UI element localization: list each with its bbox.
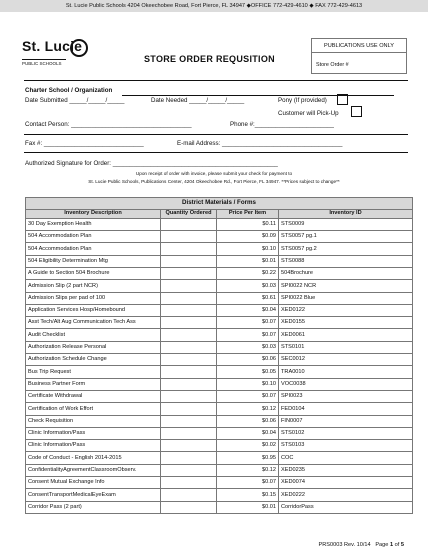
item-description: 504 Eligibility Determination Mtg: [26, 255, 161, 267]
header-divider: [24, 80, 408, 81]
quantity-input[interactable]: [161, 218, 217, 230]
inventory-id: STS0057 pg.2: [279, 243, 413, 255]
phone-field[interactable]: Phone #:_______________________: [230, 121, 334, 128]
item-description: Clinic Information/Pass: [26, 427, 161, 439]
quantity-input[interactable]: [161, 501, 217, 513]
date-submitted-field[interactable]: Date Submitted _____/_____/_____: [25, 97, 125, 104]
table-row: [26, 255, 413, 267]
item-price: $0.15: [217, 489, 279, 501]
item-description: Authorization Schedule Change: [26, 354, 161, 366]
item-price: $0.07: [217, 477, 279, 489]
page-current: 1: [389, 542, 394, 548]
quantity-input[interactable]: [161, 243, 217, 255]
table-row: [26, 464, 413, 476]
item-description: 30 Day Exemption Health: [26, 218, 161, 230]
logo-subtitle: PUBLIC SCHOOLS: [22, 59, 66, 66]
table-body: [26, 218, 413, 513]
publications-use-box: [311, 38, 407, 74]
table-row: [26, 243, 413, 255]
pony-label: Pony (If provided): [278, 97, 327, 104]
column-header: Quantity Ordered: [161, 209, 217, 218]
contact-divider: [24, 134, 408, 135]
table-row: [26, 280, 413, 292]
table-row: [26, 304, 413, 316]
item-price: $0.22: [217, 267, 279, 279]
item-description: Admission Slips per pad of 100: [26, 292, 161, 304]
table-row: [26, 341, 413, 353]
quantity-input[interactable]: [161, 477, 217, 489]
column-header: Price Per Item: [217, 209, 279, 218]
inventory-id: COC: [279, 452, 413, 464]
inventory-id: XED0074: [279, 477, 413, 489]
inventory-id: STS0103: [279, 440, 413, 452]
fax-divider: [24, 152, 408, 153]
inventory-id: FED0104: [279, 403, 413, 415]
table-row: [26, 366, 413, 378]
page-title: STORE ORDER REQUSITION: [144, 54, 275, 64]
store-order-label: Store Order #: [316, 62, 349, 68]
pickup-label: Customer will Pick-Up: [278, 110, 339, 117]
pickup-checkbox[interactable]: [351, 106, 362, 117]
inventory-id: CorridorPass: [279, 501, 413, 513]
table-row: [26, 501, 413, 513]
item-description: ConfidentialityAgreementClassroomObserv.: [26, 464, 161, 476]
table-row: [26, 415, 413, 427]
inventory-id: TRA0010: [279, 366, 413, 378]
table-row: [26, 218, 413, 230]
date-needed-field[interactable]: Date Needed _____/_____/_____: [151, 97, 245, 104]
item-price: $0.12: [217, 403, 279, 415]
inventory-id: SPI0022 NCR: [279, 280, 413, 292]
item-description: Code of Conduct - English 2014-2015: [26, 452, 161, 464]
logo-circle-icon: [70, 39, 88, 57]
table-row: [26, 452, 413, 464]
table-row: [26, 477, 413, 489]
item-description: Check Requisition: [26, 415, 161, 427]
pony-checkbox[interactable]: [337, 94, 348, 105]
item-price: $0.10: [217, 243, 279, 255]
quantity-input[interactable]: [161, 403, 217, 415]
item-description: Clinic Information/Pass: [26, 440, 161, 452]
item-price: $0.11: [217, 218, 279, 230]
quantity-input[interactable]: [161, 354, 217, 366]
inventory-id: STS0102: [279, 427, 413, 439]
quantity-input[interactable]: [161, 390, 217, 402]
quantity-input[interactable]: [161, 452, 217, 464]
page-total: 5: [400, 542, 404, 548]
item-price: $0.03: [217, 280, 279, 292]
inventory-id: SPI0023: [279, 390, 413, 402]
item-price: $0.04: [217, 304, 279, 316]
quantity-input[interactable]: [161, 329, 217, 341]
item-price: $0.01: [217, 255, 279, 267]
district-logo: [22, 38, 92, 70]
item-description: Consent Mutual Exchange Info: [26, 477, 161, 489]
inventory-id: STS0088: [279, 255, 413, 267]
quantity-input[interactable]: [161, 489, 217, 501]
page-label: Page: [375, 542, 389, 548]
quantity-input[interactable]: [161, 255, 217, 267]
inventory-id: XED0235: [279, 464, 413, 476]
quantity-input[interactable]: [161, 292, 217, 304]
item-price: $0.07: [217, 390, 279, 402]
item-description: ConsentTransportMedicalEyeExam: [26, 489, 161, 501]
table-row: [26, 390, 413, 402]
logo-name: St. Lucie: [22, 38, 83, 54]
item-price: $0.05: [217, 366, 279, 378]
item-price: $0.03: [217, 341, 279, 353]
table-section-title: District Materials / Forms: [26, 198, 413, 210]
quantity-input[interactable]: [161, 440, 217, 452]
quantity-input[interactable]: [161, 267, 217, 279]
item-description: Application Services Hosp/Homebound: [26, 304, 161, 316]
item-description: Certificate Withdrawal: [26, 390, 161, 402]
item-price: $0.01: [217, 501, 279, 513]
item-description: Bus Trip Request: [26, 366, 161, 378]
charter-school-label: Charter School / Organization: [25, 87, 113, 94]
inventory-id: XED0061: [279, 329, 413, 341]
table-row: [26, 427, 413, 439]
quantity-input[interactable]: [161, 464, 217, 476]
table-row: [26, 403, 413, 415]
inventory-id: XED0155: [279, 317, 413, 329]
quantity-input[interactable]: [161, 317, 217, 329]
form-revision: PRS0003 Rev. 10/14: [318, 542, 371, 548]
quantity-input[interactable]: [161, 378, 217, 390]
column-header: Inventory Description: [26, 209, 161, 218]
item-price: $0.95: [217, 452, 279, 464]
quantity-input[interactable]: [161, 341, 217, 353]
table-row: [26, 329, 413, 341]
address-bar: St. Lucie Public Schools 4204 Okeechobee Road, Fort Pierce, FL 34947 ◆OFFICE 772-429-4610 ◆ FAX 772-429-4613: [0, 0, 428, 12]
contact-person-field[interactable]: Contact Person: ___________________________________: [25, 121, 192, 128]
quantity-input[interactable]: [161, 280, 217, 292]
item-price: $0.12: [217, 464, 279, 476]
page-footer: [319, 542, 405, 548]
item-description: Asst Tech/Alt Aug Communication Tech Ass: [26, 317, 161, 329]
table-row: [26, 317, 413, 329]
payment-note-line-1: Upon receipt of order with invoice, please submit your check for payment to: [135, 171, 293, 176]
inventory-id: FIN0007: [279, 415, 413, 427]
fax-field[interactable]: Fax #: _____________________________: [25, 140, 144, 147]
item-description: Business Partner Form: [26, 378, 161, 390]
inventory-id: STS0101: [279, 341, 413, 353]
email-field[interactable]: E-mail Address: ___________________________________: [177, 140, 343, 147]
table-row: [26, 440, 413, 452]
item-description: Corridor Pass (2 part): [26, 501, 161, 513]
item-price: $0.07: [217, 317, 279, 329]
payment-note-line-2: St. Lucie Public Schools, Publications Center, 4204 Okeechobee Rd., Fort Pierce, FL 34947. **Prices subject to change**: [88, 179, 340, 184]
table-row: [26, 292, 413, 304]
quantity-input[interactable]: [161, 415, 217, 427]
item-price: $0.04: [217, 427, 279, 439]
inventory-id: STS0009: [279, 218, 413, 230]
table-row: [26, 489, 413, 501]
item-description: 504 Accommodation Plan: [26, 231, 161, 243]
item-description: 504 Accommodation Plan: [26, 243, 161, 255]
inventory-id: STS0057 pg.1: [279, 231, 413, 243]
column-header: Inventory ID: [279, 209, 413, 218]
quantity-input[interactable]: [161, 366, 217, 378]
quantity-input[interactable]: [161, 427, 217, 439]
table-row: [26, 354, 413, 366]
item-price: $0.10: [217, 378, 279, 390]
inventory-id: 504Brochure: [279, 267, 413, 279]
publications-box-divider: [312, 52, 406, 53]
item-price: $0.06: [217, 415, 279, 427]
table-header-row: [26, 209, 413, 218]
table-row: [26, 378, 413, 390]
inventory-id: SPI0022 Blue: [279, 292, 413, 304]
inventory-id: XED0122: [279, 304, 413, 316]
inventory-id: VOC0038: [279, 378, 413, 390]
item-price: $0.07: [217, 329, 279, 341]
item-description: Certification of Work Effort: [26, 403, 161, 415]
inventory-id: XED0222: [279, 489, 413, 501]
table-row: [26, 231, 413, 243]
item-description: Audit Checklist: [26, 329, 161, 341]
item-price: $0.02: [217, 440, 279, 452]
district-materials-table: [25, 197, 413, 514]
quantity-input[interactable]: [161, 304, 217, 316]
inventory-id: SEC0012: [279, 354, 413, 366]
item-price: $0.61: [217, 292, 279, 304]
item-price: $0.06: [217, 354, 279, 366]
table-row: [26, 267, 413, 279]
item-price: $0.09: [217, 231, 279, 243]
charter-school-field[interactable]: [122, 95, 394, 96]
signature-field[interactable]: Authorized Signature for Order: ________________________________________________: [25, 160, 278, 167]
item-description: A Guide to Section 504 Brochure: [26, 267, 161, 279]
item-description: Authorization Release Personal: [26, 341, 161, 353]
publications-use-heading: PUBLICATIONS USE ONLY: [323, 43, 395, 49]
item-description: Admission Slip (2 part NCR): [26, 280, 161, 292]
page-of: of: [394, 542, 400, 548]
quantity-input[interactable]: [161, 231, 217, 243]
